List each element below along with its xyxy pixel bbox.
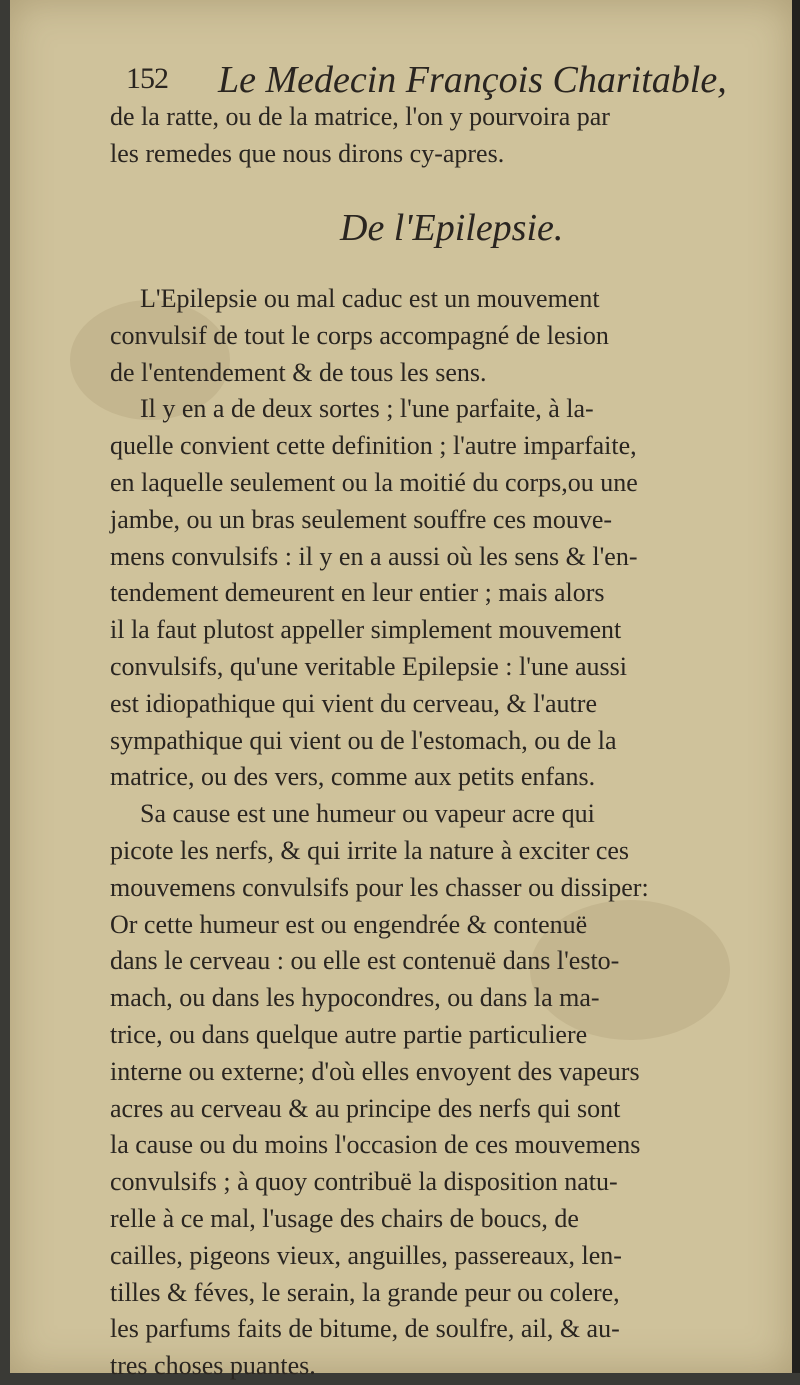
page-binding-edge bbox=[792, 0, 800, 1373]
body-line: dans le cerveau : ou elle est contenuë dans l'esto- bbox=[110, 946, 620, 976]
body-line: cailles, pigeons vieux, anguilles, passereaux, len- bbox=[110, 1240, 622, 1270]
page-number: 152 bbox=[126, 62, 168, 95]
body-line: Sa cause est une humeur ou vapeur acre qui bbox=[140, 799, 595, 829]
intro-line: de la ratte, ou de la matrice, l'on y pourvoira par bbox=[110, 102, 610, 131]
body-line: sympathique qui vient ou de l'estomach, ou de la bbox=[110, 725, 617, 755]
body-line: trice, ou dans quelque autre partie particuliere bbox=[110, 1019, 588, 1049]
body-text bbox=[110, 281, 790, 1385]
body-line: il la faut plutost appeller simplement mouvement bbox=[110, 615, 622, 645]
intro-line: les remedes que nous dirons cy-apres. bbox=[110, 138, 505, 168]
body-line: matrice, ou des vers, comme aux petits enfans. bbox=[110, 762, 596, 792]
section-heading: De l'Epilepsie. bbox=[340, 207, 564, 249]
body-line: Il y en a de deux sortes ; l'une parfaite, à la- bbox=[140, 394, 594, 424]
body-line: interne ou externe; d'où elles envoyent des vapeurs bbox=[110, 1056, 640, 1086]
main-text bbox=[110, 99, 790, 173]
running-title: Le Medecin François Charitable, bbox=[218, 59, 727, 101]
page-header bbox=[126, 50, 786, 102]
body-line: jambe, ou un bras seulement souffre ces mouve- bbox=[110, 504, 613, 534]
body-line: convulsifs, qu'une veritable Epilepsie : l'une aussi bbox=[110, 651, 627, 681]
body-line: tilles & féves, le serain, la grande peur ou colere, bbox=[110, 1277, 620, 1307]
body-line: picote les nerfs, & qui irrite la nature à exciter ces bbox=[110, 835, 630, 865]
body-line: de l'entendement & de tous les sens. bbox=[110, 357, 487, 387]
body-line: convulsifs ; à quoy contribuë la disposition natu- bbox=[110, 1167, 618, 1197]
body-line: les parfums faits de bitume, de soulfre, ail, & au- bbox=[110, 1314, 620, 1344]
body-line: mouvemens convulsifs pour les chasser ou dissiper: bbox=[110, 872, 649, 902]
body-line: tendement demeurent en leur entier ; mais alors bbox=[110, 578, 605, 608]
body-line: est idiopathique qui vient du cerveau, & l'autre bbox=[110, 688, 597, 718]
body-line: Or cette humeur est ou engendrée & contenuë bbox=[110, 909, 588, 939]
body-line: mens convulsifs : il y en a aussi où les sens & l'en- bbox=[110, 541, 638, 571]
body-line: en laquelle seulement ou la moitié du corps,ou une bbox=[110, 467, 638, 497]
body-line: tres choses puantes. bbox=[110, 1351, 316, 1381]
body-line: acres au cerveau & au principe des nerfs qui sont bbox=[110, 1093, 621, 1123]
body-line: relle à ce mal, l'usage des chairs de boucs, de bbox=[110, 1203, 579, 1233]
body-line: quelle convient cette definition ; l'autre imparfaite, bbox=[110, 431, 637, 461]
body-line: la cause ou du moins l'occasion de ces mouvemens bbox=[110, 1130, 641, 1160]
body-line: convulsif de tout le corps accompagné de lesion bbox=[110, 320, 609, 350]
body-line: mach, ou dans les hypocondres, ou dans la ma- bbox=[110, 983, 600, 1013]
body-line: L'Epilepsie ou mal caduc est un mouvement bbox=[140, 284, 600, 313]
